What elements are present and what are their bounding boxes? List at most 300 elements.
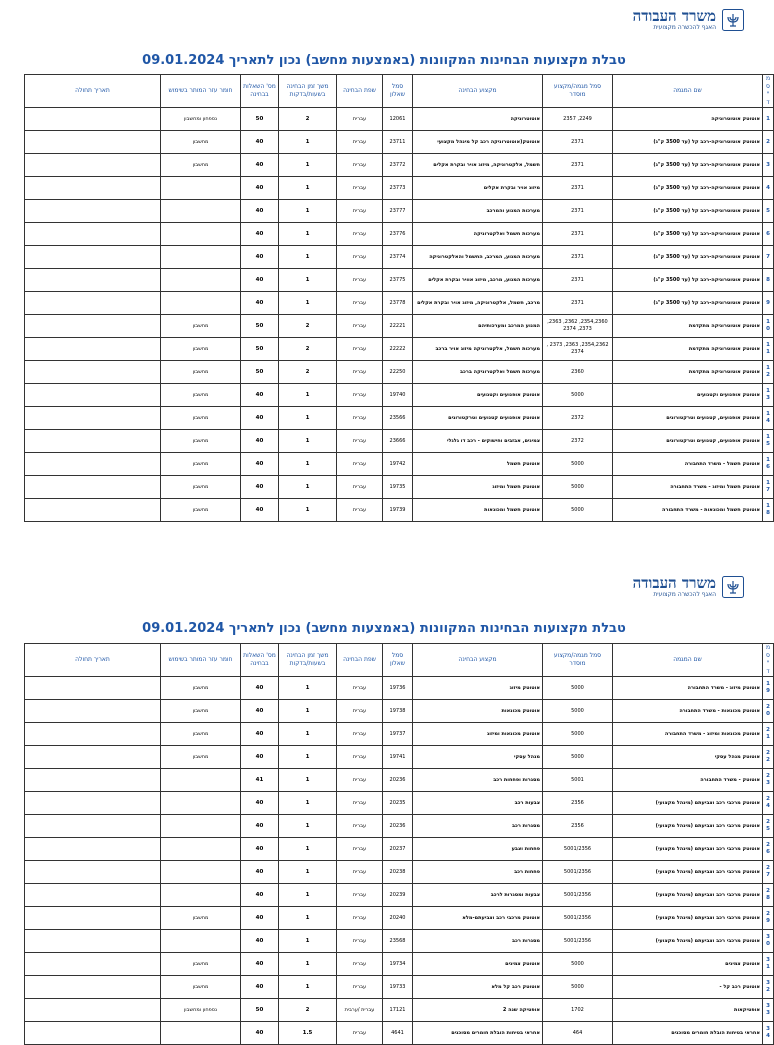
cell-exam-subject: אוטוטרוניקה	[413, 108, 543, 131]
cell-track-name: אוטוטק מנהל עסקי	[613, 746, 763, 769]
cell-exam-language: עברית	[337, 154, 383, 177]
cell-effective-date	[25, 677, 161, 700]
cell-questionnaire-code: 19736	[383, 677, 413, 700]
cell-exam-subject: מסגרות ופחחות רכב	[413, 769, 543, 792]
cell-row-index: 3	[763, 154, 774, 177]
cell-questionnaire-code: 20240	[383, 907, 413, 930]
cell-track-name: אוטוטק מכונאות - משרד התחבורה	[613, 700, 763, 723]
cell-question-count: 40	[241, 223, 279, 246]
cell-allowed-aids: מחשבון	[161, 723, 241, 746]
cell-allowed-aids: מחשבון	[161, 154, 241, 177]
cell-exam-duration: 1	[279, 769, 337, 792]
cell-track-name: אוטוטק מרכבי רכב וצביעתם (מינהל מקצועי)	[613, 930, 763, 953]
table-row	[25, 499, 774, 522]
table-row	[25, 269, 774, 292]
cell-question-count: 40	[241, 131, 279, 154]
cell-effective-date	[25, 769, 161, 792]
cell-row-index: 29	[763, 907, 774, 930]
cell-question-count: 40	[241, 476, 279, 499]
cell-questionnaire-code: 19741	[383, 746, 413, 769]
header-exam-language: שפת הבחינה	[337, 75, 383, 108]
cell-exam-language: עברית	[337, 108, 383, 131]
cell-exam-subject: אוטוטק חשמל ומיזוג	[413, 476, 543, 499]
cell-allowed-aids	[161, 861, 241, 884]
cell-question-count: 40	[241, 861, 279, 884]
cell-track-name: אוטוטק אופנועים, קטנועים וטרקטורונים	[613, 407, 763, 430]
cell-question-count: 40	[241, 453, 279, 476]
cell-exam-subject: אוטוטק(אוטוטרוניקה רכב קל מינהל מקצועי	[413, 131, 543, 154]
cell-exam-subject: אוטוטק אופנועים קטנועים וטרקטורונים	[413, 407, 543, 430]
cell-track-name: אוטוטק חשמל - משרד התחבורה	[613, 453, 763, 476]
cell-row-index: 12	[763, 361, 774, 384]
cell-allowed-aids	[161, 769, 241, 792]
cell-exam-duration: 2	[279, 361, 337, 384]
cell-exam-language: עברית	[337, 700, 383, 723]
table-row	[25, 723, 774, 746]
cell-exam-duration: 1	[279, 453, 337, 476]
cell-allowed-aids	[161, 930, 241, 953]
cell-allowed-aids	[161, 884, 241, 907]
table-row	[25, 769, 774, 792]
cell-exam-language: עברית	[337, 269, 383, 292]
cell-questionnaire-code: 23778	[383, 292, 413, 315]
table-row	[25, 861, 774, 884]
cell-questionnaire-code: 23777	[383, 200, 413, 223]
table-row	[25, 930, 774, 953]
cell-exam-subject: אוטוטק אופנועים וקטנועים	[413, 384, 543, 407]
table-row	[25, 792, 774, 815]
cell-exam-subject: מיזוג אויר ובקרת אקלים	[413, 177, 543, 200]
cell-effective-date	[25, 292, 161, 315]
table-row	[25, 108, 774, 131]
cell-exam-duration: 2	[279, 315, 337, 338]
header-allowed-aids: חומר עזר המותר בשימוש	[161, 75, 241, 108]
cell-exam-language: עברית	[337, 499, 383, 522]
header-question-count: מס' השאלות בבחינה	[241, 644, 279, 677]
cell-exam-subject: פחחות וצבע	[413, 838, 543, 861]
cell-exam-duration: 1	[279, 884, 337, 907]
cell-exam-duration: 1	[279, 407, 337, 430]
cell-track-code: 1702	[543, 999, 613, 1022]
cell-exam-language: עברית /ערבית	[337, 999, 383, 1022]
cell-exam-language: עברית	[337, 361, 383, 384]
cell-allowed-aids: מחשבון	[161, 746, 241, 769]
cell-track-name: אוטוטק רכב קל -	[613, 976, 763, 999]
cell-effective-date	[25, 246, 161, 269]
cell-question-count: 40	[241, 269, 279, 292]
cell-exam-subject: אופטיקה שנה 2	[413, 999, 543, 1022]
cell-row-index: 32	[763, 976, 774, 999]
cell-track-code: 2372	[543, 407, 613, 430]
cell-allowed-aids: מחשבון	[161, 384, 241, 407]
cell-questionnaire-code: 19737	[383, 723, 413, 746]
cell-track-name: אוטוטק מיזוג - משרד התחבורה	[613, 677, 763, 700]
cell-effective-date	[25, 884, 161, 907]
cell-row-index: 22	[763, 746, 774, 769]
cell-track-name: אוטוטק מרכבי רכב וצביעתם (מינהל מקצועי)	[613, 884, 763, 907]
cell-exam-language: עברית	[337, 677, 383, 700]
cell-effective-date	[25, 930, 161, 953]
cell-questionnaire-code: 12061	[383, 108, 413, 131]
cell-exam-duration: 1	[279, 430, 337, 453]
cell-effective-date	[25, 108, 161, 131]
table-row	[25, 131, 774, 154]
cell-track-code: 5000	[543, 976, 613, 999]
header-questionnaire-code: סמל שאלון	[383, 75, 413, 108]
table-row	[25, 430, 774, 453]
cell-exam-language: עברית	[337, 746, 383, 769]
cell-row-index: 6	[763, 223, 774, 246]
cell-allowed-aids: מחשבון	[161, 700, 241, 723]
cell-question-count: 50	[241, 999, 279, 1022]
cell-track-name: אוטוטק אופנועים וקטנועים	[613, 384, 763, 407]
table-row	[25, 999, 774, 1022]
table-row	[25, 677, 774, 700]
cell-track-code: 2371	[543, 292, 613, 315]
cell-question-count: 40	[241, 746, 279, 769]
table-row	[25, 476, 774, 499]
cell-track-code: 2249, 2357	[543, 108, 613, 131]
cell-track-name: אוטוטק אוטוטרוניקה-רכב קל (עד 3500 ק"ג)	[613, 154, 763, 177]
cell-track-code: 2354,2362, 2363, 2373 , 2374	[543, 338, 613, 361]
cell-track-name: אוטוטק אוטוטרוניקה מתקדמת	[613, 361, 763, 384]
cell-track-code: 5000	[543, 746, 613, 769]
table-row	[25, 407, 774, 430]
cell-question-count: 50	[241, 315, 279, 338]
cell-question-count: 50	[241, 361, 279, 384]
cell-exam-language: עברית	[337, 315, 383, 338]
cell-track-name: אוטוטק חשמל ומיזוג - משרד התחבורה	[613, 476, 763, 499]
cell-allowed-aids: מחשבון	[161, 407, 241, 430]
cell-row-index: 25	[763, 815, 774, 838]
cell-questionnaire-code: 20237	[383, 838, 413, 861]
cell-row-index: 7	[763, 246, 774, 269]
cell-track-name: אוטוטק אוטוטרוניקה-רכב קל (עד 3500 ק"ג)	[613, 131, 763, 154]
cell-exam-language: עברית	[337, 131, 383, 154]
cell-exam-language: עברית	[337, 723, 383, 746]
cell-exam-subject: אוטוטק מכונאות	[413, 700, 543, 723]
cell-track-code: 2371	[543, 269, 613, 292]
cell-exam-duration: 1	[279, 677, 337, 700]
header-questionnaire-code: סמל שאלון	[383, 644, 413, 677]
cell-effective-date	[25, 861, 161, 884]
cell-exam-subject: מערכות חשמל ואלקטרוניקה ברכב	[413, 361, 543, 384]
cell-exam-language: עברית	[337, 769, 383, 792]
cell-allowed-aids: מחשבון	[161, 499, 241, 522]
table-row	[25, 200, 774, 223]
cell-exam-duration: 1	[279, 246, 337, 269]
cell-exam-subject: מערכות חשמל ואלקטרוניקה	[413, 223, 543, 246]
cell-exam-duration: 1	[279, 930, 337, 953]
cell-track-code: 5001/2356	[543, 884, 613, 907]
header-exam-subject: מקצוע הבחינה	[413, 644, 543, 677]
cell-question-count: 40	[241, 384, 279, 407]
cell-exam-language: עברית	[337, 453, 383, 476]
header-question-count: מס' השאלות בבחינה	[241, 75, 279, 108]
cell-question-count: 50	[241, 108, 279, 131]
cell-question-count: 40	[241, 884, 279, 907]
cell-effective-date	[25, 338, 161, 361]
cell-effective-date	[25, 177, 161, 200]
cell-allowed-aids	[161, 292, 241, 315]
cell-question-count: 40	[241, 246, 279, 269]
cell-track-code: 2360	[543, 361, 613, 384]
cell-exam-subject: מערכות חשמל, אלקטרוניקה מיזוג אויר ברכב	[413, 338, 543, 361]
cell-exam-subject: צבעות רכב	[413, 792, 543, 815]
cell-track-code: 2371	[543, 223, 613, 246]
cell-allowed-aids	[161, 838, 241, 861]
header-effective-date: תאריך תחולה	[25, 75, 161, 108]
header-allowed-aids: חומר עזר המותר בשימוש	[161, 644, 241, 677]
cell-row-index: 30	[763, 930, 774, 953]
table-header-row	[25, 644, 774, 677]
table-row	[25, 361, 774, 384]
cell-effective-date	[25, 499, 161, 522]
cell-exam-duration: 1	[279, 131, 337, 154]
cell-row-index: 21	[763, 723, 774, 746]
cell-question-count: 40	[241, 177, 279, 200]
cell-track-code: 5001	[543, 769, 613, 792]
cell-row-index: 18	[763, 499, 774, 522]
cell-questionnaire-code: 19733	[383, 976, 413, 999]
cell-exam-language: עברית	[337, 223, 383, 246]
cell-track-code: 2356	[543, 792, 613, 815]
cell-question-count: 40	[241, 930, 279, 953]
cell-exam-language: עברית	[337, 407, 383, 430]
cell-exam-subject: פחחות רכב	[413, 861, 543, 884]
cell-track-code: 5001/2356	[543, 861, 613, 884]
cell-allowed-aids	[161, 223, 241, 246]
table-row	[25, 384, 774, 407]
cell-track-name: אוטוטק אוטוטרוניקה-רכב קל (עד 3500 ק"ג)	[613, 292, 763, 315]
cell-effective-date	[25, 200, 161, 223]
table-row	[25, 1022, 774, 1045]
cell-allowed-aids: מחשבון	[161, 131, 241, 154]
page-title: טבלת מקצועות הבחינות המקוונות (באמצעות מחשב) נכון לתאריך 09.01.2024	[142, 621, 626, 636]
cell-track-code: 2371	[543, 177, 613, 200]
cell-questionnaire-code: 22250	[383, 361, 413, 384]
cell-track-name: אוטוטק אוטוטרוניקה-רכב קל (עד 3500 ק"ג)	[613, 246, 763, 269]
cell-exam-subject: חשמל, אלקטרוניקה, מיזוג אויר ובקרת אקלים	[413, 154, 543, 177]
cell-effective-date	[25, 476, 161, 499]
cell-track-code: 2371	[543, 246, 613, 269]
cell-exam-subject: אוטוטק חשמל ומכונאות	[413, 499, 543, 522]
cell-track-name: אוטוטק אופנועים, קטנועים וטרקטורונים	[613, 430, 763, 453]
cell-track-code: 5000	[543, 953, 613, 976]
cell-allowed-aids: מחשבון	[161, 361, 241, 384]
cell-exam-duration: 1	[279, 815, 337, 838]
table-row	[25, 154, 774, 177]
cell-row-index: 4	[763, 177, 774, 200]
menorah-emblem-icon	[722, 576, 744, 598]
cell-exam-subject: צבעות ומסגרות לרכב	[413, 884, 543, 907]
cell-exam-subject: אוטוטק מיזוג	[413, 677, 543, 700]
table-row	[25, 177, 774, 200]
cell-exam-language: עברית	[337, 907, 383, 930]
ministry-logo	[633, 575, 744, 599]
cell-track-name: אוטוטק אוטוטרוניקה-רכב קל (עד 3500 ק"ג)	[613, 200, 763, 223]
cell-allowed-aids	[161, 1022, 241, 1045]
header-row-index: מס"ד	[763, 75, 774, 108]
cell-track-code: 5000	[543, 453, 613, 476]
cell-questionnaire-code: 23711	[383, 131, 413, 154]
cell-track-code: 5001/2356	[543, 907, 613, 930]
table-row	[25, 838, 774, 861]
cell-allowed-aids: נספחון ומחשבון	[161, 108, 241, 131]
cell-questionnaire-code: 19735	[383, 476, 413, 499]
cell-exam-duration: 1	[279, 177, 337, 200]
cell-exam-language: עברית	[337, 884, 383, 907]
ministry-tagline: האגף להכשרה מקצועית	[653, 591, 716, 598]
cell-effective-date	[25, 746, 161, 769]
cell-effective-date	[25, 723, 161, 746]
cell-effective-date	[25, 154, 161, 177]
cell-row-index: 27	[763, 861, 774, 884]
cell-track-code: 2372	[543, 430, 613, 453]
table-row	[25, 953, 774, 976]
cell-effective-date	[25, 384, 161, 407]
cell-exam-subject: אוטוטק רכב קל מלא	[413, 976, 543, 999]
cell-allowed-aids: מחשבון	[161, 976, 241, 999]
table-row	[25, 976, 774, 999]
cell-track-code: 2356	[543, 815, 613, 838]
table-row	[25, 292, 774, 315]
cell-allowed-aids: מחשבון	[161, 315, 241, 338]
cell-effective-date	[25, 269, 161, 292]
cell-track-code: 5000	[543, 700, 613, 723]
cell-exam-duration: 1	[279, 792, 337, 815]
cell-track-name: אוטוטק צמיגים	[613, 953, 763, 976]
cell-questionnaire-code: 20236	[383, 815, 413, 838]
cell-row-index: 1	[763, 108, 774, 131]
cell-track-code: 2354,2360, 2362, 2363, 2373, 2374	[543, 315, 613, 338]
cell-questionnaire-code: 23775	[383, 269, 413, 292]
cell-question-count: 40	[241, 1022, 279, 1045]
cell-allowed-aids: מחשבון	[161, 338, 241, 361]
cell-exam-subject: מסגרות רכב	[413, 930, 543, 953]
cell-row-index: 9	[763, 292, 774, 315]
cell-exam-duration: 1	[279, 476, 337, 499]
header-1	[0, 0, 768, 48]
ministry-tagline: האגף להכשרה מקצועית	[653, 24, 716, 31]
cell-exam-duration: 1	[279, 976, 337, 999]
cell-exam-duration: 1	[279, 838, 337, 861]
cell-allowed-aids	[161, 246, 241, 269]
cell-questionnaire-code: 19738	[383, 700, 413, 723]
ministry-logo	[633, 8, 744, 32]
cell-exam-duration: 1	[279, 269, 337, 292]
cell-question-count: 40	[241, 700, 279, 723]
cell-allowed-aids: מחשבון	[161, 907, 241, 930]
cell-questionnaire-code: 23776	[383, 223, 413, 246]
cell-track-name: אוטוטק חשמל ומכונאות - משרד התחבורה	[613, 499, 763, 522]
cell-exam-language: עברית	[337, 246, 383, 269]
cell-track-name: אוטוטק מרכבי רכב וצביעתם (מינהל מקצועי)	[613, 907, 763, 930]
cell-exam-language: עברית	[337, 815, 383, 838]
cell-exam-duration: 1.5	[279, 1022, 337, 1045]
table-header-row	[25, 75, 774, 108]
cell-question-count: 40	[241, 407, 279, 430]
header-exam-duration: משך זמן הבחינה בשעות/בדקות	[279, 75, 337, 108]
cell-questionnaire-code: 19742	[383, 453, 413, 476]
cell-effective-date	[25, 1022, 161, 1045]
cell-exam-language: עברית	[337, 838, 383, 861]
cell-exam-language: עברית	[337, 953, 383, 976]
cell-exam-duration: 1	[279, 907, 337, 930]
cell-questionnaire-code: 22221	[383, 315, 413, 338]
cell-exam-duration: 1	[279, 723, 337, 746]
cell-question-count: 40	[241, 953, 279, 976]
cell-effective-date	[25, 838, 161, 861]
cell-row-index: 26	[763, 838, 774, 861]
cell-row-index: 31	[763, 953, 774, 976]
table-row	[25, 884, 774, 907]
cell-question-count: 40	[241, 154, 279, 177]
cell-questionnaire-code: 23566	[383, 407, 413, 430]
exams-table-2	[24, 643, 774, 1045]
table-row	[25, 815, 774, 838]
ministry-name: משרד העבודה	[632, 574, 716, 592]
cell-question-count: 40	[241, 815, 279, 838]
cell-effective-date	[25, 361, 161, 384]
cell-track-name: אוטוטק אוטוטרוניקה-רכב קל (עד 3500 ק"ג)	[613, 269, 763, 292]
cell-effective-date	[25, 700, 161, 723]
cell-row-index: 20	[763, 700, 774, 723]
cell-row-index: 23	[763, 769, 774, 792]
cell-allowed-aids	[161, 269, 241, 292]
header-effective-date: תאריך תחולה	[25, 644, 161, 677]
cell-exam-language: עברית	[337, 430, 383, 453]
cell-exam-subject: מערכות המנוע, המרכב, החשמל והאלקטרוניקה	[413, 246, 543, 269]
table-row	[25, 338, 774, 361]
cell-exam-duration: 1	[279, 746, 337, 769]
cell-track-name: אוטוטק אוטוטרוניקה-רכב קל (עד 3500 ק"ג)	[613, 177, 763, 200]
cell-question-count: 40	[241, 430, 279, 453]
ministry-name: משרד העבודה	[632, 7, 716, 25]
cell-exam-subject: מערכות המנוע והמרכב	[413, 200, 543, 223]
cell-track-name: אוטוטק מרכבי רכב וצביעתם (מינהל מקצועי)	[613, 861, 763, 884]
cell-effective-date	[25, 453, 161, 476]
header-track-code: סמל מגמה/מקצוע מוסדר	[543, 644, 613, 677]
cell-track-code: 5000	[543, 723, 613, 746]
cell-effective-date	[25, 815, 161, 838]
cell-exam-subject: אוטוטק מרכבי רכב וצביעתם-מלא	[413, 907, 543, 930]
cell-question-count: 40	[241, 723, 279, 746]
exams-table-1	[24, 74, 774, 522]
table-row	[25, 453, 774, 476]
cell-questionnaire-code: 23666	[383, 430, 413, 453]
cell-track-name: אופטיקאות	[613, 999, 763, 1022]
cell-question-count: 40	[241, 292, 279, 315]
cell-questionnaire-code: 23568	[383, 930, 413, 953]
cell-track-name: אוטוטק אוטוטרוניקה-רכב קל (עד 3500 ק"ג)	[613, 223, 763, 246]
cell-allowed-aids: מחשבון	[161, 677, 241, 700]
cell-exam-subject: מסגרות רכב	[413, 815, 543, 838]
cell-question-count: 40	[241, 907, 279, 930]
cell-track-name: אוטוטק - משרד התחבורה	[613, 769, 763, 792]
cell-question-count: 40	[241, 200, 279, 223]
cell-effective-date	[25, 223, 161, 246]
cell-effective-date	[25, 953, 161, 976]
cell-questionnaire-code: 19734	[383, 953, 413, 976]
cell-questionnaire-code: 4641	[383, 1022, 413, 1045]
cell-exam-language: עברית	[337, 384, 383, 407]
cell-track-code: 5000	[543, 384, 613, 407]
cell-questionnaire-code: 20235	[383, 792, 413, 815]
cell-exam-language: עברית	[337, 930, 383, 953]
cell-track-code: 5001/2356	[543, 930, 613, 953]
cell-exam-subject: צמיגים, אבזבים וחישוקים - רכב דו גלגלי	[413, 430, 543, 453]
